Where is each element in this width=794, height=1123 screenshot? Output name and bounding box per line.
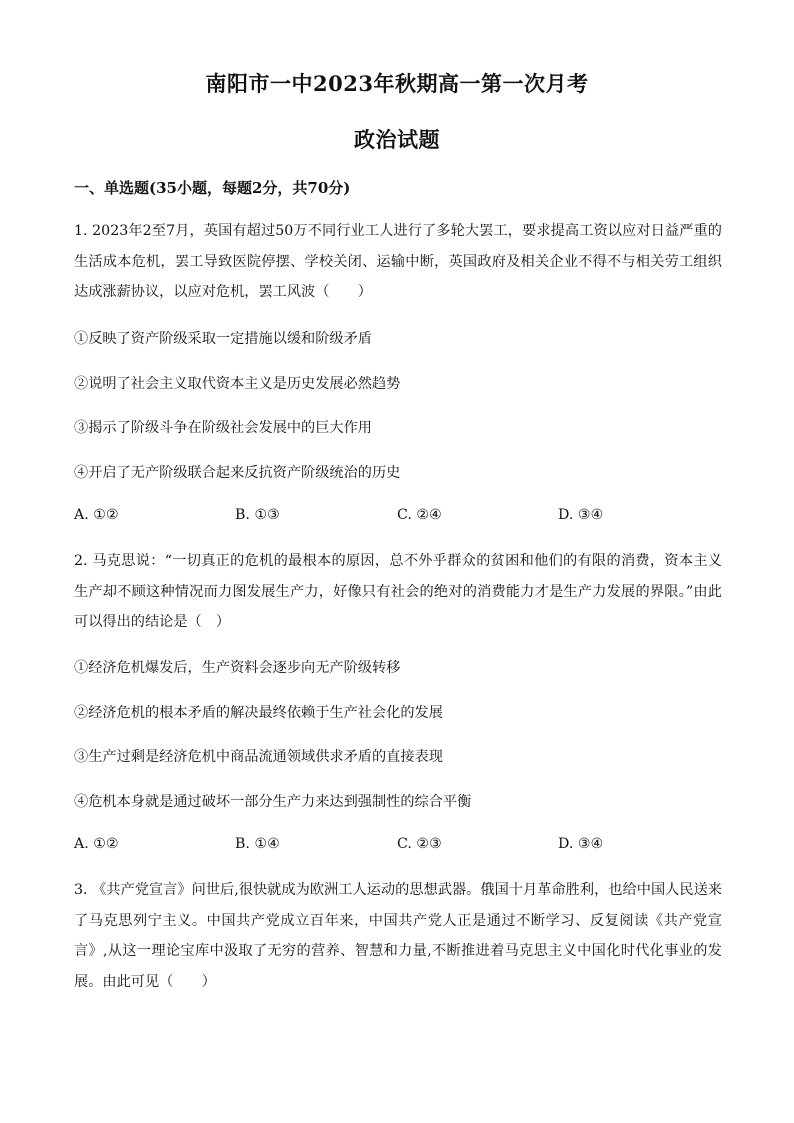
question-1-statement-2: ②说明了社会主义取代资本主义是历史发展必然趋势: [74, 376, 401, 392]
question-2-choice-c[interactable]: C. ②③: [397, 836, 442, 852]
question-1-choice-d[interactable]: D. ③④: [558, 507, 604, 523]
question-1-choice-b[interactable]: B. ①③: [235, 507, 280, 523]
question-2-statement-2: ②经济危机的根本矛盾的解决最终依赖于生产社会化的发展: [74, 705, 443, 721]
question-1-stem: 1. 2023年2至7月，英国有超过50万不同行业工人进行了多轮大罢工，要求提高工资以应对日益严重的生活成本危机，罢工导致医院停摆、学校关闭、运输中断，英国政府及相关企业不得不与相关劳工组织达成涨薪协议，以应对危机，罢工风波（ ）: [74, 223, 722, 300]
exam-title: 南阳市一中2023年秋期高一第一次月考: [205, 71, 589, 96]
question-1-statement-3: ③揭示了阶级斗争在阶级社会发展中的巨大作用: [74, 420, 372, 436]
question-1-choices: [74, 507, 724, 527]
question-2-stem: 2. 马克思说：“一切真正的危机的最根本的原因，总不外乎群众的贫困和他们的有限的消费，资本主义生产却不顾这种情况而力图发展生产力，好像只有社会的绝对的消费能力才是生产力发展的界限。”由此可以得出的结论是（ ）: [74, 553, 722, 630]
question-1-statement-1: ①反映了资产阶级采取一定措施以缓和阶级矛盾: [74, 331, 372, 347]
question-1-statement-4: ④开启了无产阶级联合起来反抗资产阶级统治的历史: [74, 465, 401, 481]
question-2-choice-a[interactable]: A. ①②: [74, 836, 119, 852]
question-2-choice-d[interactable]: D. ③④: [558, 836, 604, 852]
question-2-choice-b[interactable]: B. ①④: [235, 836, 280, 852]
question-2-statement-4: ④危机本身就是通过破坏一部分生产力来达到强制性的综合平衡: [74, 794, 472, 810]
exam-subject: 政治试题: [354, 127, 440, 152]
question-2-choices: [74, 836, 724, 856]
question-1-choice-a[interactable]: A. ①②: [74, 507, 119, 523]
question-2-statement-1: ①经济危机爆发后，生产资料会逐步向无产阶级转移: [74, 660, 401, 676]
question-2-statement-3: ③生产过剩是经济危机中商品流通领域供求矛盾的直接表现: [74, 749, 443, 765]
question-1-choice-c[interactable]: C. ②④: [397, 507, 442, 523]
section-heading: 一、单选题(35小题，每题2分，共70分): [74, 179, 351, 197]
question-3-stem: 3. 《共产党宣言》问世后,很快就成为欧洲工人运动的思想武器。俄国十月革命胜利，也给中国人民送来了马克思列宁主义。中国共产党成立百年来，中国共产党人正是通过不断学习、反复阅读《共产党宣言》,从这一理论宝库中汲取了无穷的营养、智慧和力量,不断推进着马克思主义中国化时代化事业的发展。由此可见（ ）: [74, 882, 722, 990]
